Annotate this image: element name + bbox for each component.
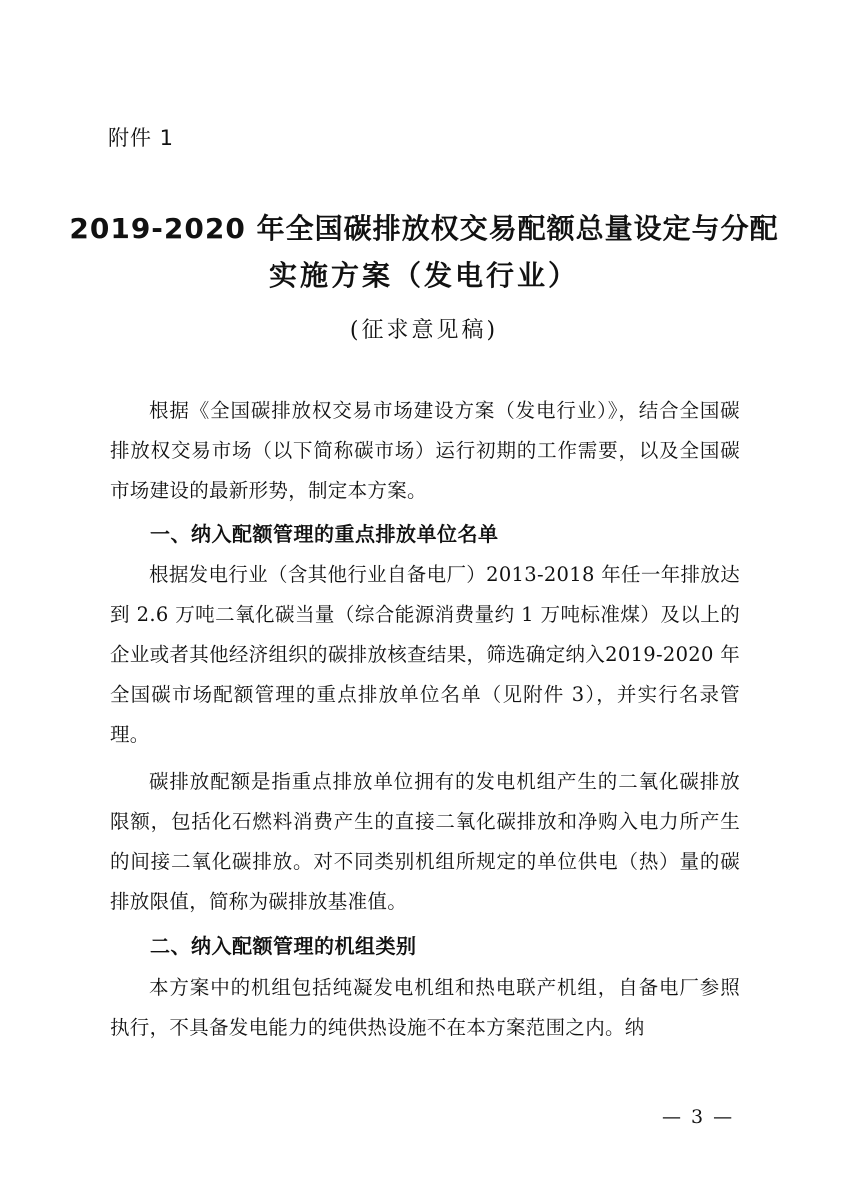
section-heading-1: 一、纳入配额管理的重点排放单位名单 xyxy=(150,522,499,546)
body-paragraph-quota-definition: 碳排放配额是指重点排放单位拥有的发电机组产生的二氧化碳排放限额，包括化石燃料消费产生的直接二氧化碳排放和净购入电力所产生的间接二氧化碳排放。对不同类别机组所规定的单位供电（热）量的碳排放限值，简称为碳排放基准值。 xyxy=(110,770,740,913)
body-paragraph-unit-list: 根据发电行业（含其他行业自备电厂）2013-2018 年任一年排放达到 2.6 万吨二氧化碳当量（综合能源消费量约 1 万吨标准煤）及以上的企业或者其他经济组织的碳排放核查结果，筛选确定纳入2019-2020 年全国碳市场配额管理的重点排放单位名单（见附件 3），并实行名录管理。 xyxy=(110,563,740,746)
document-title-line-2: 实施方案（发电行业） xyxy=(268,259,579,292)
body-paragraph-intro: 根据《全国碳排放权交易市场建设方案（发电行业）》，结合全国碳排放权交易市场（以下简称碳市场）运行初期的工作需要，以及全国碳市场建设的最新形势，制定本方案。 xyxy=(110,399,740,502)
document-subtitle: (征求意见稿) xyxy=(349,318,499,343)
document-title-line-1: 2019-2020 年全国碳排放权交易配额总量设定与分配 xyxy=(69,212,779,245)
section-heading-2: 二、纳入配额管理的机组类别 xyxy=(150,934,417,958)
body-paragraph-unit-types: 本方案中的机组包括纯凝发电机组和热电联产机组，自备电厂参照执行，不具备发电能力的纯供热设施不在本方案范围之内。纳 xyxy=(110,976,740,1039)
page-number: — 3 — xyxy=(662,1106,735,1128)
attachment-label: 附件 1 xyxy=(108,126,175,150)
